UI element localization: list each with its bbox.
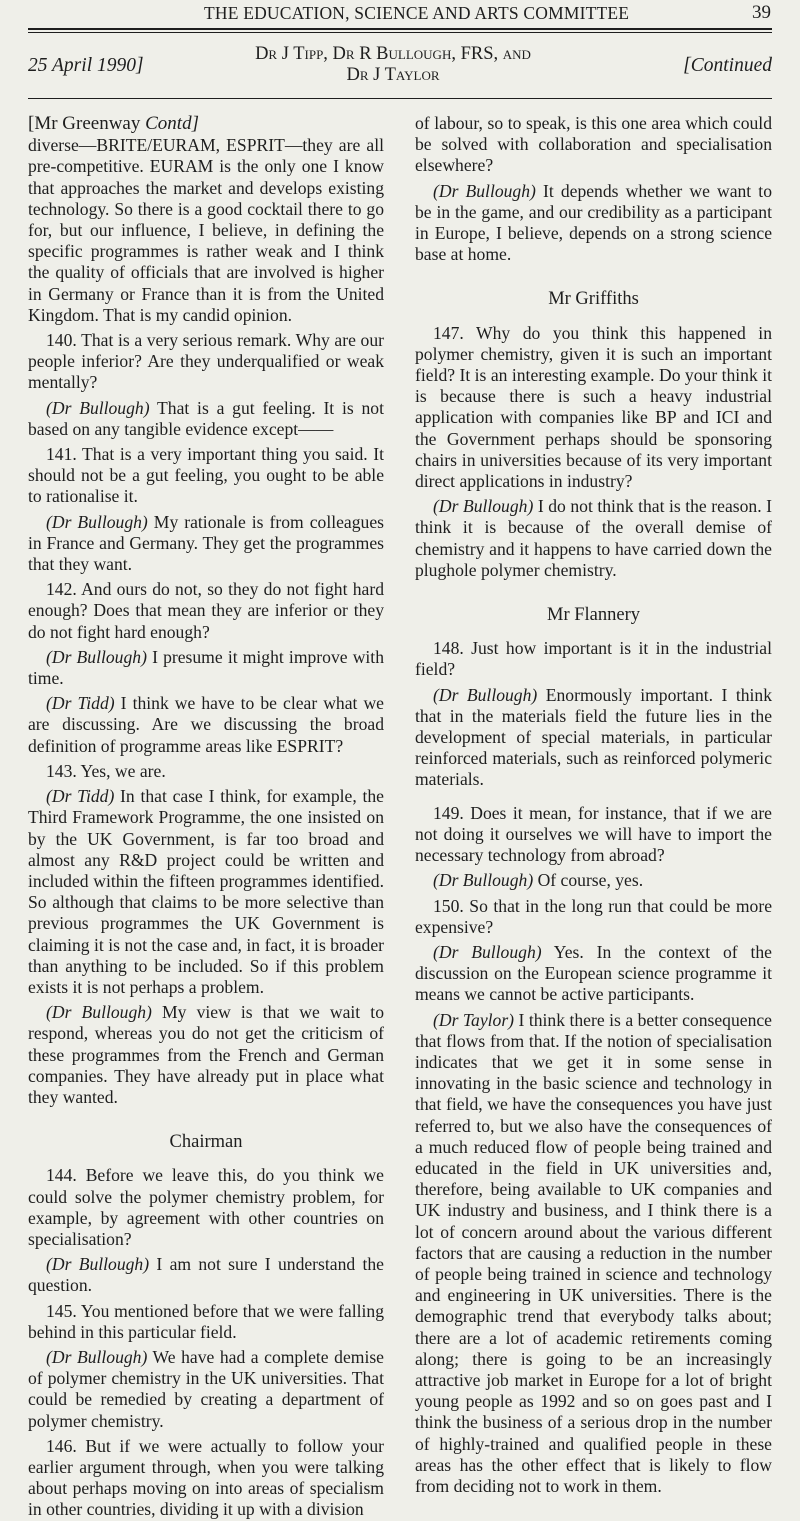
speaker-label: (Dr Bullough) bbox=[433, 941, 542, 962]
speaker-label: (Dr Tidd) bbox=[46, 786, 115, 807]
answer-142-tidd bbox=[28, 693, 384, 757]
question-144: 144. Before we leave this, do you think we could solve the polymer chemistry problem, for example, by agreement with other countries on specialisation? bbox=[28, 1165, 384, 1249]
continued-marker: [Continued bbox=[683, 55, 772, 76]
question-140: 140. That is a very serious remark. Why are our people inferior? Are they underqualified or weak mentally? bbox=[28, 330, 384, 393]
speaker-label: (Dr Bullough) bbox=[433, 870, 534, 891]
witness-line-1: Dr J Tipp, Dr R Bullough, FRS, and bbox=[255, 44, 531, 64]
right-column bbox=[415, 113, 772, 1497]
session-date: 25 April 1990] bbox=[28, 55, 144, 76]
answer-text: It depends whether we want to be in the game, and our credibility as a participant in Europe, I believe, depends on a strong science base at home. bbox=[415, 180, 772, 265]
answer-142 bbox=[28, 647, 384, 689]
section-heading-griffiths: Mr Griffiths bbox=[548, 289, 639, 310]
speaker-label: (Dr Bullough) bbox=[46, 1002, 152, 1023]
answer-text: My view is that we wait to respond, whereas you do not get the criticism of these programmes from the French and German companies. They have already put in place what they wanted. bbox=[28, 1002, 384, 1107]
question-143: 143. Yes, we are. bbox=[46, 760, 166, 781]
answer-143 bbox=[28, 786, 384, 998]
speaker-heading-name: [Mr Greenway bbox=[28, 113, 141, 134]
answer-text: I presume it might improve with time. bbox=[28, 646, 384, 689]
page-number: 39 bbox=[752, 2, 771, 23]
answer-148 bbox=[415, 685, 772, 791]
answer-text: I do not think that is the reason. I think it is because of the overall demise of chemistry and it happens to have carried down the plughole polymer chemistry. bbox=[415, 496, 772, 580]
header-rule-thin bbox=[28, 32, 772, 33]
question-147: 147. Why do you think this happened in polymer chemistry, given it is such an important field? It is an interesting example. Do your think it is because there is such a heavy industrial application with companies like BP and ICI and the Government perhaps should be sponsoring chairs in universities because of its very important direct applications in industry? bbox=[415, 322, 772, 492]
subheader-rule bbox=[28, 98, 772, 99]
answer-text: In that case I think, for example, the Third Framework Programme, the one insisted on by the UK Government, is far too broad and almost any R&D project could be written and included within the fifteen programmes identified. So although that claims to be more selective than previous programmes the UK Government is claiming it is not the case and, in fact, it is broader than anything to be included. So if this problem exists it is not perhaps a problem. bbox=[28, 786, 384, 997]
answer-145 bbox=[28, 1347, 384, 1432]
answer-text: I think we have to be clear what we are discussing. Are we discussing the broad definition of programme areas like ESPRIT? bbox=[28, 693, 384, 756]
answer-text: That is a gut feeling. It is not based on any tangible evidence except—— bbox=[28, 397, 384, 439]
paragraph-spacer bbox=[415, 791, 772, 803]
paragraph-continued: diverse—BRITE/EURAM, ESPRIT—they are all pre-competitive. EURAM is the only one I know that approaches the market and develops existing technology. So there is a good cocktail there to go for, but our influence, I believe, in defining the specific programmes is rather weak and I think the quality of officials that are involved is higher in Germany or France than it is from the United Kingdom. That is my candid opinion. bbox=[28, 135, 384, 325]
question-142: 142. And ours do not, so they do not fight hard enough? Does that mean they are inferior or they do not fight hard enough? bbox=[28, 579, 384, 642]
speaker-label: (Dr Bullough) bbox=[46, 397, 150, 418]
answer-141 bbox=[28, 512, 384, 576]
answer-text: Of course, yes. bbox=[533, 870, 644, 891]
header-rule-thick bbox=[28, 28, 772, 30]
question-146: 146. But if we were actually to follow your earlier argument through, when you were talking about perhaps moving on into areas of specialism in other countries, dividing it up with a division bbox=[28, 1435, 384, 1520]
answer-text: Enormously important. I think that in the materials field the future lies in the development of special materials, in particular reinforced materials, such as reinforced polymeric materials. bbox=[415, 684, 773, 790]
question-150: 150. So that in the long run that could be more expensive? bbox=[415, 895, 772, 937]
answer-text: My rationale is from colleagues in France and Germany. They get the programmes that they want. bbox=[28, 511, 384, 575]
witness-names bbox=[228, 44, 558, 86]
left-column bbox=[28, 113, 384, 1521]
speaker-heading-contd: Contd] bbox=[145, 113, 199, 134]
column-speaker-heading bbox=[28, 113, 384, 134]
question-141: 141. That is a very important thing you said. It should not be a gut feeling, you ought to be able to rationalise it. bbox=[28, 444, 384, 507]
section-heading-chairman: Chairman bbox=[169, 1132, 243, 1153]
publication-title: THE EDUCATION, SCIENCE AND ARTS COMMITTEE bbox=[204, 3, 630, 23]
answer-text: I am not sure I understand the question. bbox=[28, 1254, 384, 1296]
answer-147 bbox=[415, 496, 772, 581]
answer-143-bullough bbox=[28, 1002, 384, 1108]
speaker-label: (Dr Bullough) bbox=[433, 684, 538, 705]
speaker-label: (Dr Bullough) bbox=[433, 180, 536, 201]
running-head bbox=[0, 0, 800, 26]
question-149: 149. Does it mean, for instance, that if we are not doing it ourselves we will have to import the necessary technology from abroad? bbox=[415, 802, 772, 866]
answer-146 bbox=[415, 181, 772, 266]
witness-line-2: Dr J Taylor bbox=[346, 65, 440, 85]
question-145: 145. You mentioned before that we were falling behind in this particular field. bbox=[28, 1300, 384, 1342]
paragraph-continued-right: of labour, so to speak, is this one area which could be solved with collaboration and specialisation elsewhere? bbox=[415, 113, 772, 176]
speaker-label: (Dr Bullough) bbox=[46, 1346, 148, 1367]
answer-140 bbox=[28, 398, 384, 440]
answer-text: Yes. In the context of the discussion on the European science programme it means we cannot be active participants. bbox=[415, 941, 772, 1005]
speaker-label: (Dr Bullough) bbox=[46, 646, 147, 667]
section-heading-flannery: Mr Flannery bbox=[547, 605, 640, 626]
answer-144 bbox=[28, 1254, 384, 1296]
speaker-label: (Dr Bullough) bbox=[433, 496, 534, 517]
answer-text: We have had a complete demise of polymer chemistry in the UK universities. That could be remedied by creating a department of polymer chemistry. bbox=[28, 1346, 384, 1431]
speaker-label: (Dr Taylor) bbox=[433, 1009, 515, 1030]
answer-150 bbox=[415, 942, 772, 1006]
question-148: 148. Just how important is it in the industrial field? bbox=[415, 638, 772, 680]
speaker-label: (Dr Bullough) bbox=[46, 1254, 150, 1275]
answer-150-taylor bbox=[415, 1010, 772, 1498]
answer-149 bbox=[415, 870, 772, 891]
speaker-label: (Dr Tidd) bbox=[46, 693, 115, 714]
answer-text: I think there is a better consequence that flows from that. If the notion of specialisation indicates that we get it in some sense in innovating in the basic science and technology in that field, we have the consequences you have just referred to, but we also have the consequences of a much reduced flow of people being trained and educated in the field in UK universities and, therefore, being available to UK companies and UK industry and business, and I think there is a lot of concern around about the various different factors that are causing a reduction in the number of people being trained in science and technology and engineering in UK universities. There is the demographic trend that everybody talks about; there are a lot of academic retirements coming along; there is going to be an increasingly attractive job market in Europe for a lot of bright young people as 1992 and so on goes past and I think the business of a serious drop in the number of highly-trained and qualified people in these areas has the other effect that is likely to flow from deciding not to work in them. bbox=[415, 1009, 772, 1496]
speaker-label: (Dr Bullough) bbox=[46, 511, 148, 532]
